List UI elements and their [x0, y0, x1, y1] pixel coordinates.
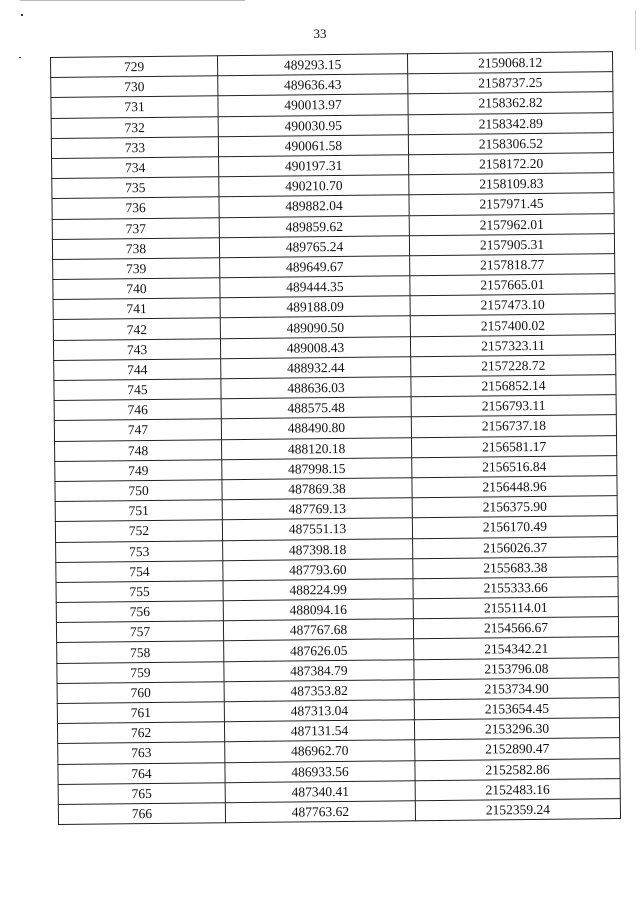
point-number-cell: 739	[53, 258, 220, 280]
y-coordinate-cell: 2157323.11	[410, 334, 615, 356]
point-number-cell: 729	[51, 56, 218, 78]
y-coordinate-cell: 2153654.45	[414, 698, 619, 720]
scan-speck	[19, 57, 21, 58]
point-number-cell: 741	[53, 298, 220, 320]
coordinates-table-body	[51, 52, 621, 825]
x-coordinate-cell: 488224.99	[223, 579, 413, 601]
x-coordinate-cell: 488575.48	[221, 397, 411, 419]
point-number-cell: 730	[51, 76, 218, 98]
x-coordinate-cell: 490013.97	[218, 94, 408, 116]
y-coordinate-cell: 2156448.96	[412, 476, 617, 498]
y-coordinate-cell: 2154342.21	[414, 637, 619, 659]
x-coordinate-cell: 489649.67	[220, 256, 410, 278]
x-coordinate-cell: 486962.70	[225, 740, 415, 762]
scan-speck	[21, 14, 23, 16]
point-number-cell: 742	[53, 318, 220, 340]
x-coordinate-cell: 487869.38	[222, 478, 412, 500]
y-coordinate-cell: 2156516.84	[412, 455, 617, 477]
point-number-cell: 740	[53, 278, 220, 300]
point-number-cell: 764	[58, 762, 225, 784]
point-number-cell: 735	[52, 177, 219, 199]
point-number-cell: 747	[54, 419, 221, 441]
point-number-cell: 732	[51, 116, 218, 138]
y-coordinate-cell: 2155114.01	[413, 597, 618, 619]
y-coordinate-cell: 2156026.37	[413, 536, 618, 558]
y-coordinate-cell: 2158362.82	[408, 92, 613, 114]
y-coordinate-cell: 2157228.72	[411, 354, 616, 376]
x-coordinate-cell: 490210.70	[219, 175, 409, 197]
point-number-cell: 757	[56, 621, 223, 643]
x-coordinate-cell: 489859.62	[219, 215, 409, 237]
point-number-cell: 760	[57, 682, 224, 704]
y-coordinate-cell: 2152359.24	[415, 799, 620, 821]
y-coordinate-cell: 2157971.45	[409, 193, 614, 215]
y-coordinate-cell: 2154566.67	[413, 617, 618, 639]
point-number-cell: 731	[51, 96, 218, 118]
point-number-cell: 761	[57, 702, 224, 724]
point-number-cell: 734	[52, 157, 219, 179]
y-coordinate-cell: 2152483.16	[415, 778, 620, 800]
x-coordinate-cell: 487353.82	[224, 680, 414, 702]
y-coordinate-cell: 2156581.17	[412, 435, 617, 457]
point-number-cell: 755	[56, 581, 223, 603]
point-number-cell: 756	[56, 601, 223, 623]
scan-top-rule	[20, 0, 245, 1]
x-coordinate-cell: 489188.09	[220, 296, 410, 318]
point-number-cell: 745	[54, 379, 221, 401]
point-number-cell: 762	[57, 722, 224, 744]
x-coordinate-cell: 487313.04	[224, 700, 414, 722]
point-number-cell: 737	[52, 217, 219, 239]
y-coordinate-cell: 2158737.25	[408, 72, 613, 94]
y-coordinate-cell: 2157818.77	[410, 253, 615, 275]
x-coordinate-cell: 486933.56	[225, 760, 415, 782]
point-number-cell: 743	[53, 338, 220, 360]
x-coordinate-cell: 489882.04	[219, 195, 409, 217]
y-coordinate-cell: 2157400.02	[410, 314, 615, 336]
y-coordinate-cell: 2155333.66	[413, 576, 618, 598]
point-number-cell: 748	[55, 439, 222, 461]
point-number-cell: 749	[55, 459, 222, 481]
point-number-cell: 752	[55, 520, 222, 542]
x-coordinate-cell: 489293.15	[217, 54, 407, 76]
y-coordinate-cell: 2157905.31	[409, 233, 614, 255]
y-coordinate-cell: 2155683.38	[413, 556, 618, 578]
x-coordinate-cell: 487626.05	[224, 639, 414, 661]
y-coordinate-cell: 2158172.20	[409, 153, 614, 175]
y-coordinate-cell: 2158109.83	[409, 173, 614, 195]
x-coordinate-cell: 489008.43	[220, 336, 410, 358]
y-coordinate-cell: 2153296.30	[414, 718, 619, 740]
x-coordinate-cell: 490030.95	[218, 114, 408, 136]
x-coordinate-cell: 490061.58	[218, 135, 408, 157]
coordinates-table	[50, 51, 621, 825]
y-coordinate-cell: 2156793.11	[411, 395, 616, 417]
x-coordinate-cell: 488490.80	[221, 417, 411, 439]
page-number: 33	[313, 26, 327, 41]
point-number-cell: 736	[52, 197, 219, 219]
x-coordinate-cell: 487793.60	[223, 558, 413, 580]
point-number-cell: 753	[56, 540, 223, 562]
x-coordinate-cell: 487551.13	[222, 518, 412, 540]
y-coordinate-cell: 2157473.10	[410, 294, 615, 316]
x-coordinate-cell: 488120.18	[222, 437, 412, 459]
x-coordinate-cell: 487998.15	[222, 457, 412, 479]
point-number-cell: 751	[55, 500, 222, 522]
y-coordinate-cell: 2156737.18	[411, 415, 616, 437]
y-coordinate-cell: 2153734.90	[414, 677, 619, 699]
point-number-cell: 763	[58, 742, 225, 764]
x-coordinate-cell: 487131.54	[224, 720, 414, 742]
x-coordinate-cell: 487398.18	[223, 538, 413, 560]
x-coordinate-cell: 490197.31	[219, 155, 409, 177]
y-coordinate-cell: 2152890.47	[415, 738, 620, 760]
point-number-cell: 750	[55, 480, 222, 502]
x-coordinate-cell: 487763.62	[225, 801, 415, 823]
y-coordinate-cell: 2152582.86	[415, 758, 620, 780]
x-coordinate-cell: 488636.03	[221, 377, 411, 399]
x-coordinate-cell: 489765.24	[219, 235, 409, 257]
x-coordinate-cell: 489090.50	[220, 316, 410, 338]
point-number-cell: 744	[54, 359, 221, 381]
y-coordinate-cell: 2156852.14	[411, 375, 616, 397]
point-number-cell: 758	[57, 641, 224, 663]
x-coordinate-cell: 487769.13	[222, 498, 412, 520]
x-coordinate-cell: 488932.44	[221, 357, 411, 379]
point-number-cell: 765	[58, 782, 225, 804]
x-coordinate-cell: 487767.68	[223, 619, 413, 641]
point-number-cell: 733	[51, 136, 218, 158]
point-number-cell: 738	[52, 237, 219, 259]
y-coordinate-cell: 2159068.12	[407, 52, 612, 74]
x-coordinate-cell: 489636.43	[218, 74, 408, 96]
x-coordinate-cell: 487384.79	[224, 659, 414, 681]
x-coordinate-cell: 487340.41	[225, 780, 415, 802]
y-coordinate-cell: 2158306.52	[408, 132, 613, 154]
y-coordinate-cell: 2156170.49	[412, 516, 617, 538]
x-coordinate-cell: 489444.35	[220, 276, 410, 298]
y-coordinate-cell: 2156375.90	[412, 496, 617, 518]
y-coordinate-cell: 2157665.01	[410, 274, 615, 296]
point-number-cell: 759	[57, 661, 224, 683]
point-number-cell: 754	[56, 560, 223, 582]
point-number-cell: 746	[54, 399, 221, 421]
x-coordinate-cell: 488094.16	[223, 599, 413, 621]
point-number-cell: 766	[58, 803, 225, 825]
y-coordinate-cell: 2158342.89	[408, 112, 613, 134]
y-coordinate-cell: 2153796.08	[414, 657, 619, 679]
y-coordinate-cell: 2157962.01	[409, 213, 614, 235]
